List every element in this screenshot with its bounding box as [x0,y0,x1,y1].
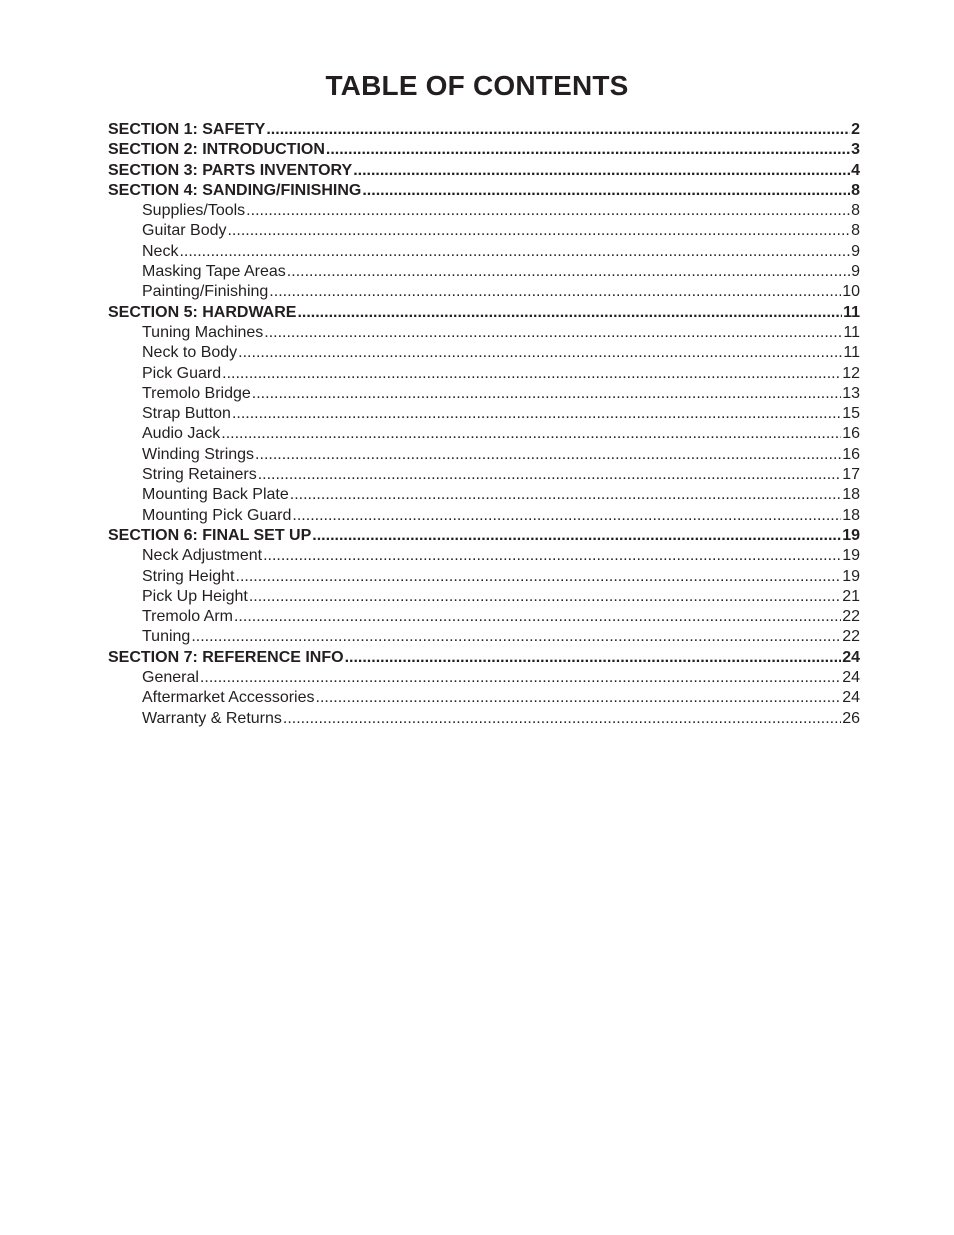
toc-subsection-entry [108,364,860,384]
toc-entry-label: Masking Tape Areas [142,263,286,281]
dot-leader [246,201,850,221]
toc-entry-label: Tremolo Bridge [142,384,251,402]
toc-section-entry [108,526,860,546]
toc-entry-label: Aftermarket Accessories [142,689,315,707]
toc-entry-page-number: 11 [843,323,860,341]
toc-entry-page-number: 3 [851,141,860,159]
toc-subsection-entry [108,343,860,363]
toc-entry-page-number: 16 [842,425,860,443]
toc-entry-page-number: 19 [842,567,860,585]
dot-leader [353,161,850,181]
toc-entry-label: Mounting Pick Guard [142,506,292,524]
dot-leader [179,242,850,262]
toc-subsection-entry [108,688,860,708]
dot-leader [287,262,850,282]
dot-leader [236,567,842,587]
toc-entry-page-number: 9 [851,242,860,260]
toc-subsection-entry [108,282,860,302]
toc-subsection-entry [108,587,860,607]
toc-entry-page-number: 21 [842,587,860,605]
toc-section-entry [108,648,860,668]
toc-subsection-entry [108,465,860,485]
toc-entry-label: General [142,669,199,687]
toc-entry-page-number: 26 [842,709,860,727]
dot-leader [316,688,842,708]
toc-subsection-entry [108,445,860,465]
toc-subsection-entry [108,424,860,444]
dot-leader [249,587,841,607]
toc-entry-label: SECTION 1: SAFETY [108,121,266,138]
toc-entry-label: Tuning Machines [142,323,264,341]
dot-leader [191,627,841,647]
toc-subsection-entry [108,668,860,688]
toc-subsection-entry [108,567,860,587]
dot-leader [232,404,841,424]
dot-leader [227,221,850,241]
toc-entry-label: Warranty & Returns [142,709,282,727]
toc-entry-label: SECTION 7: REFERENCE INFO [108,648,344,666]
toc-subsection-entry [108,709,860,729]
toc-entry-label: String Retainers [142,466,257,484]
toc-entry-page-number: 22 [842,608,860,626]
toc-entry-page-number: 24 [842,689,860,707]
toc-entry-label: Strap Button [142,405,231,423]
dot-leader [283,709,841,729]
toc-subsection-entry [108,201,860,221]
toc-entry-label: Supplies/Tools [142,202,246,220]
toc-subsection-entry [108,323,860,343]
dot-leader [292,506,841,526]
toc-entry-page-number: 16 [842,445,860,463]
toc-entry-label: Neck to Body [142,344,238,362]
toc-entry-label: Pick Up Height [142,587,248,605]
toc-entry-page-number: 18 [842,506,860,524]
toc-entry-page-number: 24 [842,648,860,666]
toc-entry-label: Painting/Finishing [142,283,269,301]
toc-entry-label: SECTION 6: FINAL SET UP [108,526,312,544]
toc-subsection-entry [108,404,860,424]
toc-entry-label: Audio Jack [142,425,221,443]
toc-section-entry [108,140,860,160]
dot-leader [297,303,842,323]
dot-leader [252,384,841,404]
toc-entry-page-number: 8 [851,222,860,240]
toc-subsection-entry [108,384,860,404]
toc-entry-page-number: 11 [843,344,860,362]
toc-entry-page-number: 19 [842,526,860,544]
toc-entry-page-number: 8 [851,181,860,199]
toc-subsection-entry [108,546,860,566]
toc-subsection-entry [108,627,860,647]
toc-entry-page-number: 4 [851,161,860,179]
toc-entry-label: Pick Guard [142,364,222,382]
page-title: TABLE OF CONTENTS [325,70,629,101]
toc-entry-page-number: 15 [842,405,860,423]
toc-subsection-entry [108,485,860,505]
toc-subsection-entry [108,506,860,526]
toc-entry-page-number: 17 [842,466,860,484]
dot-leader [200,668,841,688]
toc-entry-label: Tuning [142,628,191,646]
toc-entry-page-number: 13 [842,384,860,402]
toc-entry-label: Guitar Body [142,222,227,240]
dot-leader [312,526,841,546]
toc-subsection-entry [108,262,860,282]
dot-leader [238,343,842,363]
dot-leader [269,282,841,302]
toc-subsection-entry [108,242,860,262]
toc-entry-page-number: 9 [851,263,860,281]
toc-entry-page-number: 22 [842,628,860,646]
dot-leader [221,424,841,444]
toc-entry-label: Tremolo Arm [142,608,233,626]
toc-entry-page-number: 8 [851,202,860,220]
dot-leader [264,323,842,343]
toc-entry-label: Mounting Back Plate [142,486,289,504]
toc-entry-page-number: 10 [842,283,860,301]
toc-entry-label: Winding Strings [142,445,255,463]
dot-leader [290,485,841,505]
toc-entry-label: SECTION 4: SANDING/FINISHING [108,181,362,199]
table-of-contents [108,120,860,729]
dot-leader [222,364,841,384]
dot-leader [258,465,841,485]
toc-section-entry [108,161,860,181]
toc-entry-label: Neck Adjustment [142,547,263,565]
toc-entry-page-number: 11 [843,303,860,321]
dot-leader [234,607,841,627]
toc-entry-page-number: 19 [842,547,860,565]
toc-entry-label: String Height [142,567,235,585]
dot-leader [255,445,841,465]
dot-leader [263,546,841,566]
toc-entry-label: SECTION 2: INTRODUCTION [108,141,325,159]
toc-entry-label: Neck [142,242,179,260]
toc-subsection-entry [108,607,860,627]
toc-entry-page-number: 24 [842,669,860,687]
dot-leader [345,648,842,668]
dot-leader [326,140,850,160]
toc-section-entry [108,120,860,140]
toc-entry-label: SECTION 3: PARTS INVENTORY [108,161,353,179]
toc-section-entry [108,181,860,201]
toc-entry-page-number: 18 [842,486,860,504]
toc-entry-page-number: 2 [851,121,860,138]
toc-entry-label: SECTION 5: HARDWARE [108,303,297,321]
dot-leader [362,181,850,201]
toc-entry-page-number: 12 [842,364,860,382]
dot-leader [266,120,850,140]
toc-section-entry [108,303,860,323]
toc-subsection-entry [108,221,860,241]
